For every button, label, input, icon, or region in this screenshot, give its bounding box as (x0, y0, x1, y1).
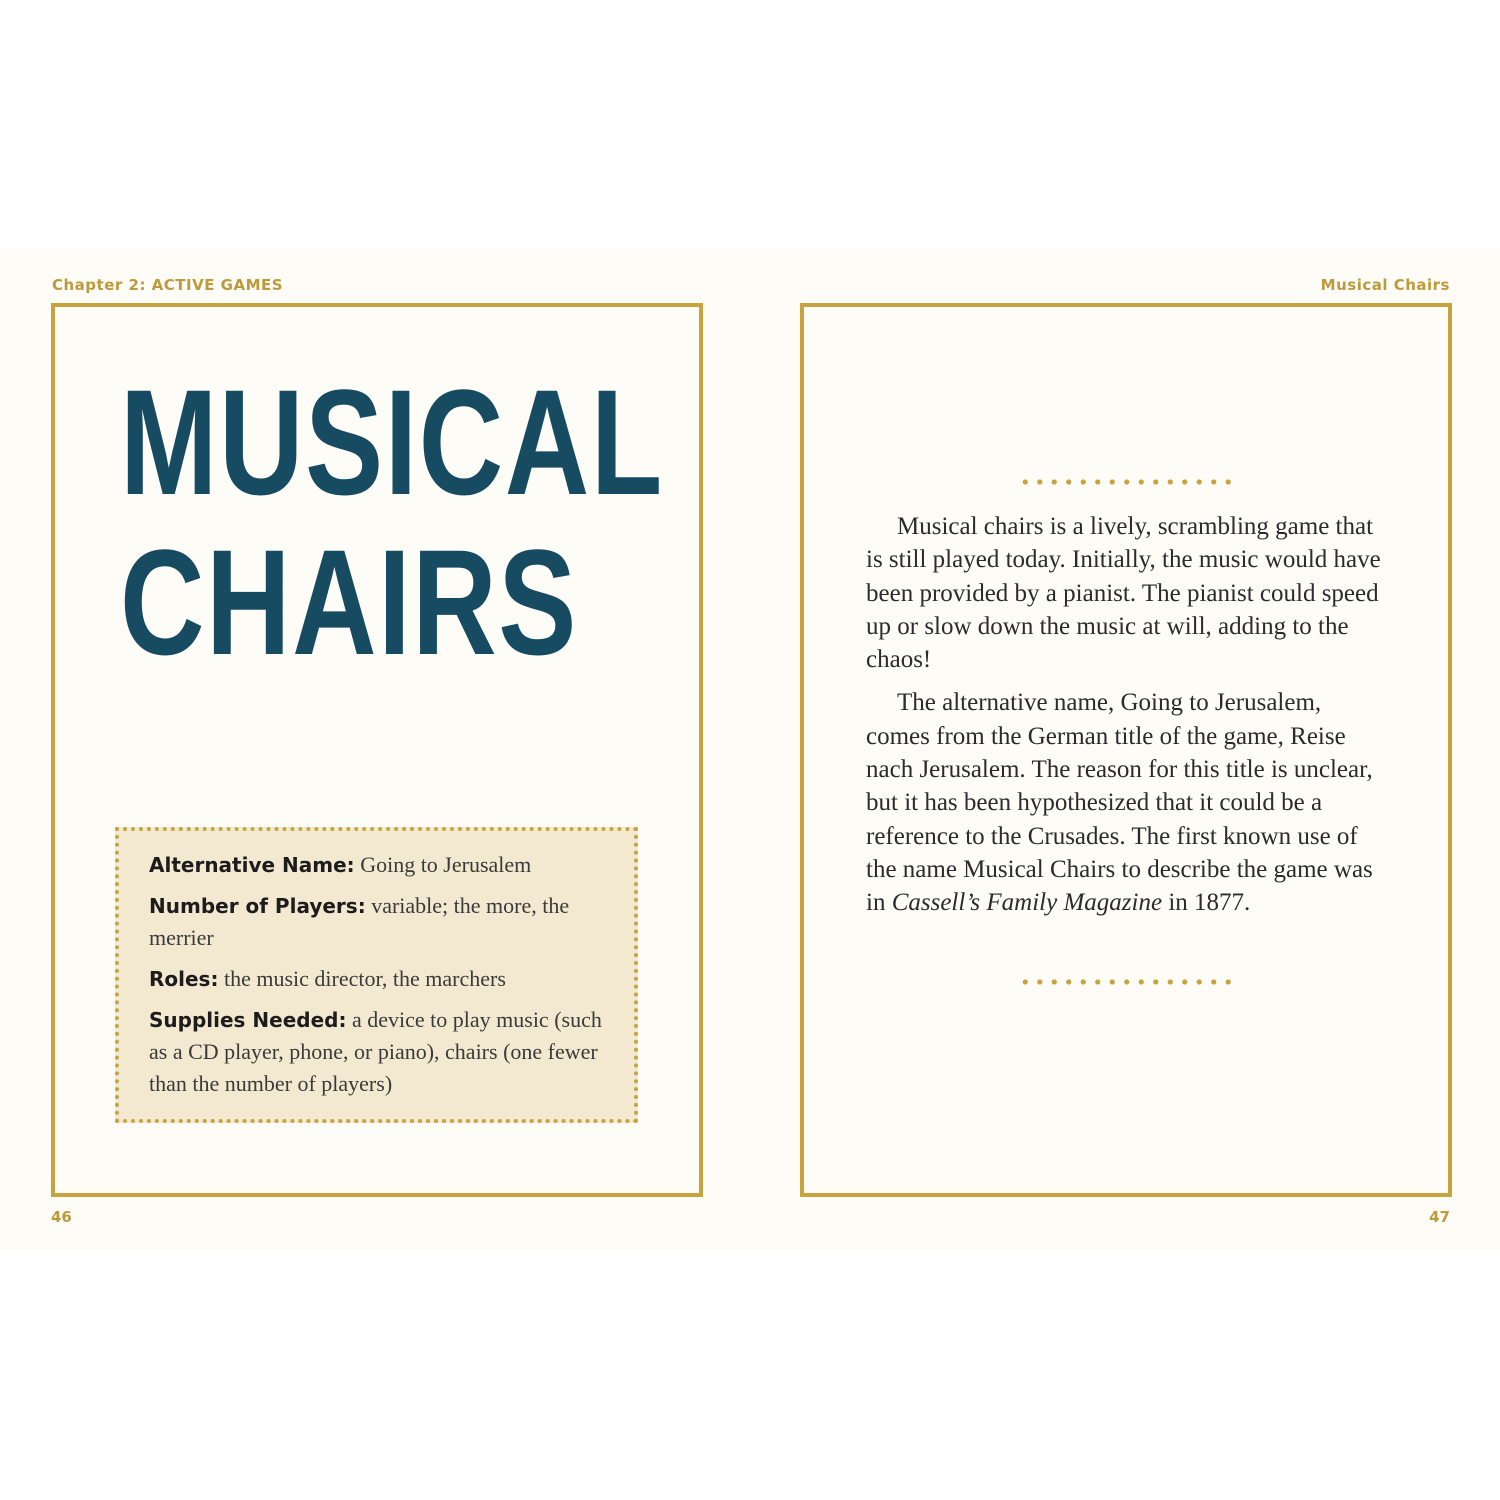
title-line-1: MUSICAL (120, 358, 664, 526)
running-head-chapter: Chapter 2: ACTIVE GAMES (52, 276, 284, 294)
paragraph-2-end: in 1877. (1162, 889, 1251, 917)
body-text (866, 510, 1386, 930)
info-value: variable; the more, the merrier (149, 893, 570, 950)
info-value: the music director, the marchers (223, 966, 506, 991)
info-value: a device to play music (such as a CD player, phone, or piano), chairs (one fewer than the number of players) (149, 1007, 602, 1096)
page-number-right: 47 (1429, 1208, 1450, 1226)
dotted-ornament-top (1018, 479, 1236, 485)
info-number-of-players (149, 890, 604, 954)
paragraph-2 (866, 686, 1386, 919)
info-label: Number of Players: (149, 894, 366, 918)
magazine-title: Cassell’s Family Magazine (891, 889, 1163, 917)
info-value: Going to Jerusalem (360, 852, 532, 877)
paragraph-2-start: The alternative name, Going to Jerusalem, comes from the German title of the game, Reise nach Jerusalem. The reason for this title is unclear, but it has been hypothesized that it could be a reference to the Crusades. The first known use of the name Musical Chairs to describe the game was in (866, 689, 1373, 917)
info-label: Alternative Name: (149, 853, 355, 877)
title-line-2: CHAIRS (120, 518, 578, 686)
game-info-box (115, 827, 638, 1123)
page-number-left: 46 (51, 1208, 72, 1226)
running-head-title: Musical Chairs (1320, 276, 1450, 294)
paragraph-1: Musical chairs is a lively, scrambling game that is still played today. Initially, the music would have been provided by a pianist. The pianist could speed up or slow down the music at will, adding to the chaos! (866, 513, 1381, 674)
info-supplies-needed (149, 1004, 604, 1100)
info-label: Roles: (149, 967, 219, 991)
info-alternative-name (149, 849, 604, 881)
info-label: Supplies Needed: (149, 1008, 347, 1032)
dotted-ornament-bottom (1018, 979, 1236, 985)
page-title (120, 358, 664, 686)
info-roles (149, 963, 604, 995)
